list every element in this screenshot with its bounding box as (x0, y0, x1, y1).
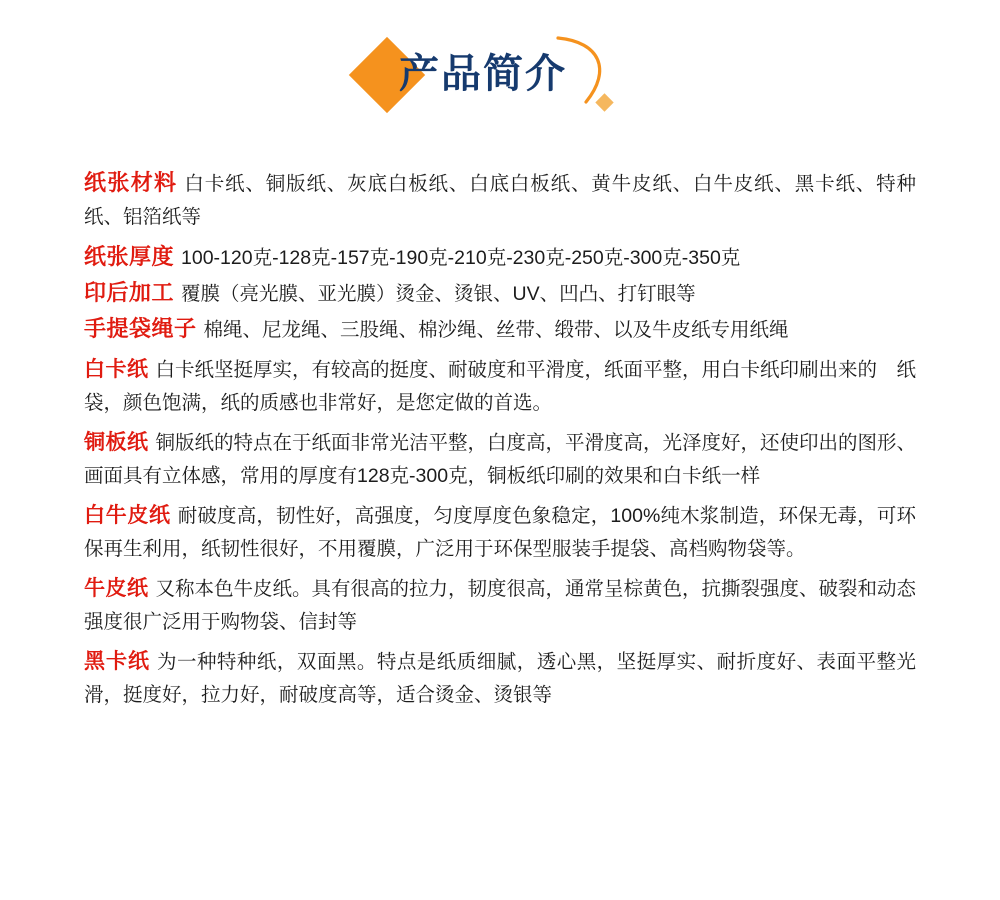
section-text: 又称本色牛皮纸。具有很高的拉力，韧度很高，通常呈棕黄色，抗撕裂强度、破裂和动态强度很广泛用于购物袋、信封等 (84, 578, 917, 633)
section-paper-material (84, 166, 916, 234)
section-text: 白卡纸坚挺厚实，有较高的挺度、耐破度和平滑度，纸面平整，用白卡纸印刷出来的 纸袋，颜色饱满，纸的质感也非常好，是您定做的首选。 (84, 359, 917, 414)
section-text: 100-120克-128克-157克-190克-210克-230克-250克-300克-350克 (181, 247, 741, 269)
page-header (0, 0, 1000, 150)
section-text: 为一种特种纸，双面黑。特点是纸质细腻，透心黑，坚挺厚实、耐折度好、表面平整光滑，挺度好，拉力好，耐破度高等，适合烫金、烫银等 (84, 651, 916, 706)
section-paper-thickness (84, 240, 916, 275)
header-graphic (360, 30, 640, 120)
section-label: 印后加工 (84, 280, 175, 305)
section-handle-rope (84, 312, 916, 347)
content-body (0, 150, 1000, 712)
section-white-card-paper (84, 353, 916, 420)
section-text: 棉绳、尼龙绳、三股绳、棉沙绳、丝带、缎带、以及牛皮纸专用纸绳 (203, 319, 789, 341)
section-label: 白牛皮纸 (84, 504, 171, 527)
section-text: 铜版纸的特点在于纸面非常光洁平整，白度高，平滑度高，光泽度好，还使印出的图形、画面具有立体感，常用的厚度有128克-300克，铜板纸印刷的效果和白卡纸一样 (84, 432, 917, 487)
section-black-card-paper (84, 645, 916, 712)
section-coated-paper (84, 426, 916, 493)
section-label: 纸张厚度 (84, 244, 175, 269)
section-post-press (84, 276, 916, 311)
section-text: 覆膜（亮光膜、亚光膜）烫金、烫银、UV、凹凸、打钉眼等 (181, 283, 696, 305)
section-label: 黑卡纸 (84, 650, 150, 673)
section-label: 手提袋绳子 (84, 316, 197, 341)
section-text: 耐破度高，韧性好，高强度，匀度厚度色象稳定，100%纯木浆制造，环保无毒，可环保再生利用，纸韧性很好，不用覆膜，广泛用于环保型服装手提袋、高档购物袋等。 (84, 505, 917, 560)
section-label: 牛皮纸 (84, 577, 149, 600)
page-title: 产品简介 (399, 52, 567, 96)
section-text: 白卡纸、铜版纸、灰底白板纸、白底白板纸、黄牛皮纸、白牛皮纸、黑卡纸、特种纸、铝箔纸等 (84, 173, 916, 228)
section-kraft-paper (84, 572, 916, 639)
section-white-kraft-paper (84, 499, 916, 566)
section-label: 白卡纸 (84, 358, 149, 381)
section-label: 铜板纸 (84, 431, 149, 454)
section-label: 纸张材料 (84, 170, 178, 195)
